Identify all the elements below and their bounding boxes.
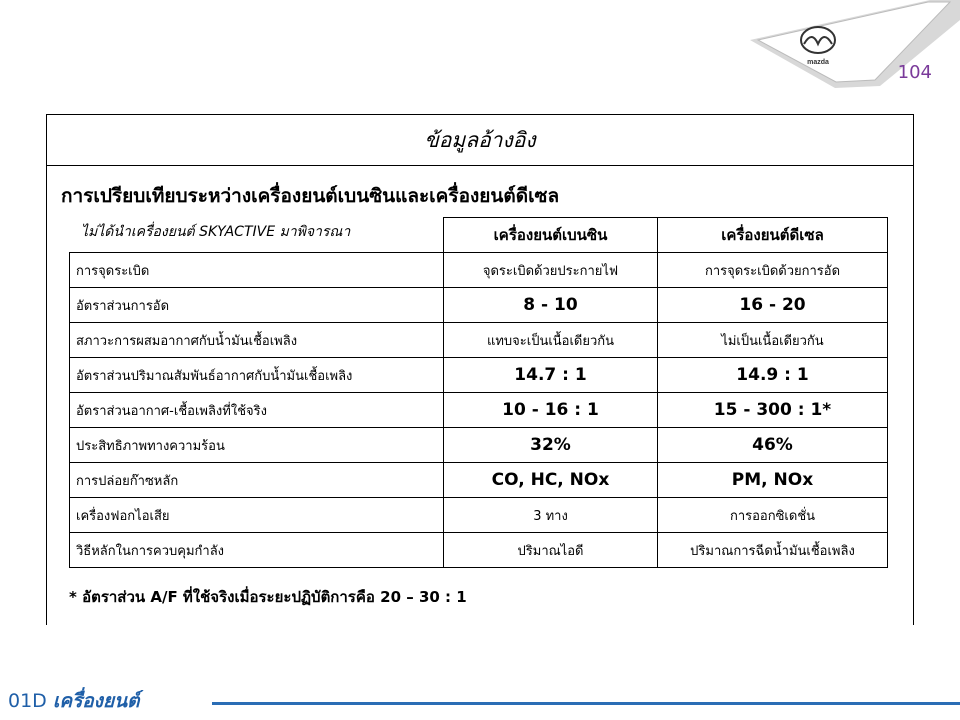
comparison-heading: การเปรียบเทียบระหว่างเครื่องยนต์เบนซินและเครื่องยนต์ดีเซล [61,185,560,207]
footer-divider [212,702,960,705]
diesel-value: การออกซิเดชั่น [658,498,888,533]
table-row [70,253,888,288]
table-row [70,533,888,568]
row-label: การจุดระเบิด [70,253,444,288]
diesel-value: การจุดระเบิดด้วยการอัด [658,253,888,288]
table-row [70,393,888,428]
row-label: สภาวะการผสมอากาศกับน้ำมันเชื้อเพลิง [70,323,444,358]
gasoline-value: ปริมาณไอดี [444,533,658,568]
column-header-gasoline: เครื่องยนต์เบนซิน [444,218,658,253]
table-row [70,358,888,393]
row-label: อัตราส่วนอากาศ-เชื้อเพลิงที่ใช้จริง [70,393,444,428]
page-number: 104 [897,62,932,83]
diesel-value: PM, NOx [658,463,888,498]
gasoline-value: 10 - 16 : 1 [444,393,658,428]
diesel-value: 14.9 : 1 [658,358,888,393]
diesel-value: 46% [658,428,888,463]
column-header-diesel: เครื่องยนต์ดีเซล [658,218,888,253]
gasoline-value: 8 - 10 [444,288,658,323]
row-label: อัตราส่วนการอัด [70,288,444,323]
gasoline-value: จุดระเบิดด้วยประกายไฟ [444,253,658,288]
gasoline-value: 32% [444,428,658,463]
table-row [70,428,888,463]
gasoline-value: แทบจะเป็นเนื้อเดียวกัน [444,323,658,358]
diesel-value: 15 - 300 : 1* [658,393,888,428]
diesel-value: ไม่เป็นเนื้อเดียวกัน [658,323,888,358]
footer-section-label [8,686,139,716]
row-label: การปล่อยก๊าซหลัก [70,463,444,498]
table-row [70,463,888,498]
row-label: ประสิทธิภาพทางความร้อน [70,428,444,463]
footer-title: เครื่องยนต์ [52,690,140,712]
mazda-corner-banner [0,0,960,90]
content-frame [46,114,914,625]
diesel-value: ปริมาณการฉีดน้ำมันเชื้อเพลิง [658,533,888,568]
row-label: อัตราส่วนปริมาณสัมพันธ์อากาศกับน้ำมันเชื้อเพลิง [70,358,444,393]
frame-title: ข้อมูลอ้างอิง [47,115,913,166]
skyactive-note: ไม่ได้นำเครื่องยนต์ SKYACTIVE มาพิจารณา [81,224,351,240]
comparison-table [69,217,888,568]
table-row [70,323,888,358]
table-row [70,498,888,533]
gasoline-value: 14.7 : 1 [444,358,658,393]
footer-code: 01D [8,690,47,712]
row-label: เครื่องฟอกไอเสีย [70,498,444,533]
gasoline-value: CO, HC, NOx [444,463,658,498]
mazda-logo-text: mazda [807,59,829,66]
row-label: วิธีหลักในการควบคุมกำลัง [70,533,444,568]
af-ratio-footnote: * อัตราส่วน A/F ที่ใช้จริงเมื่อระยะปฏิบัติการคือ 20 – 30 : 1 [69,588,467,606]
table-row [70,288,888,323]
gasoline-value: 3 ทาง [444,498,658,533]
diesel-value: 16 - 20 [658,288,888,323]
